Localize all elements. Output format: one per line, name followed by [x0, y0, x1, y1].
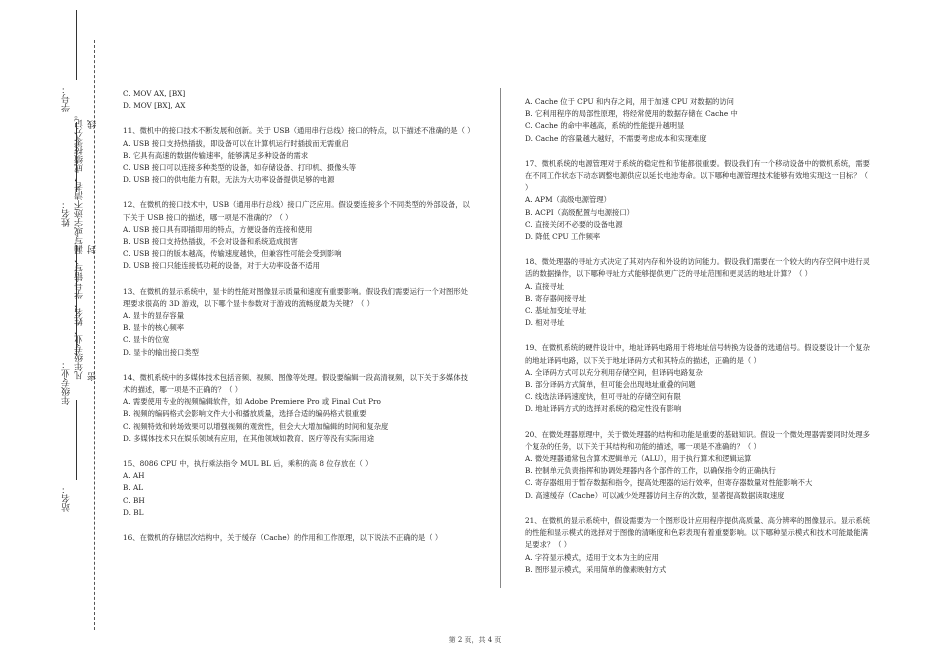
option-A: A. 需要使用专业的视频编辑软件，如 Adobe Premiere Pro 或 Final Cut Pro — [123, 397, 381, 407]
school-line — [76, 400, 77, 480]
option-C: C. 视频特效和转场效果可以增强视频的观赏性，但会大大增加编辑的时间和复杂度 — [123, 421, 389, 431]
option-B: B. ACPI（高级配置与电源接口） — [525, 207, 634, 217]
question-q11 — [123, 125, 473, 186]
option-list — [123, 224, 473, 273]
option-C: C. Cache 的命中率越高，系统的性能提升越明显 — [525, 121, 685, 131]
school-label: 站名： — [62, 485, 72, 512]
option-D: D. 相对寻址 — [525, 318, 565, 328]
option-list — [525, 552, 870, 576]
option-B: B. 视频的编码格式会影响文件大小和播放质量，选择合适的编码格式很重要 — [123, 409, 367, 419]
option-list — [123, 88, 473, 112]
question-q16 — [123, 532, 473, 544]
option-A: A. USB 接口具有即插即用的特点，方便设备的连接和使用 — [123, 224, 313, 234]
option-list — [123, 396, 473, 445]
option-A: A. APM（高级电源管理） — [525, 195, 611, 205]
option-D: D. Cache 的容量越大越好，不需要考虑成本和实现难度 — [525, 133, 707, 143]
grade-major-label: 年级专业： — [62, 360, 72, 405]
question-stem: 15、8086 CPU 中，执行乘法指令 MUL BL 后，乘积的高 8 位存放在（ ） — [123, 459, 373, 469]
question-q14 — [123, 372, 473, 445]
option-list — [525, 281, 870, 330]
question-q19 — [525, 342, 870, 415]
left-column — [123, 88, 473, 557]
option-D: D. 高速缓存（Cache）可以减少处理器访问主存的次数，显著提高数据读取速度 — [525, 490, 785, 500]
question-stem: 11、微机中的接口技术不断发展和创新。关于 USB（通用串行总线）接口的特点，以下描述不准确的是（ ） — [123, 126, 475, 136]
right-column — [525, 96, 870, 589]
option-A: A. AH — [123, 471, 145, 481]
question-q12 — [123, 199, 473, 272]
page-footer: 第 2 页，共 4 页 — [448, 636, 502, 644]
option-B: B. USB 接口支持热插拔，不会对设备和系统造成损害 — [123, 237, 298, 247]
option-C: C. 直接关闭不必要的设备电源 — [525, 219, 623, 229]
question-q15 — [123, 458, 473, 519]
question-q17 — [525, 158, 870, 243]
option-C: C. BH — [123, 495, 145, 505]
option-D: D. 多媒体技术只在娱乐领域有应用，在其他领域如教育、医疗等没有实际用途 — [123, 433, 375, 443]
option-C: C. 寄存器组用于暂存数据和指令，提高处理器的运行效率，但寄存器数量对性能影响不大 — [525, 478, 813, 488]
option-C: C. 显卡的位宽 — [123, 335, 170, 345]
question-q18 — [525, 256, 870, 329]
student-id-label: 学号： — [62, 85, 72, 112]
student-id-line — [76, 10, 77, 80]
question-stem: 16、在微机的存储层次结构中，关于缓存（Cache）的作用和工作原理，以下说法不正确的是（ ） — [123, 533, 443, 543]
option-C: C. USB 接口可以连接多种类型的设备，如存储设备、打印机、摄像头等 — [123, 163, 357, 173]
option-A: A. 全译码方式可以充分利用存储空间，但译码电路复杂 — [525, 367, 703, 377]
option-A: A. 显卡的显存容量 — [123, 311, 184, 321]
option-C: C. 线选法译码速度快，但可寻址的存储空间有限 — [525, 392, 681, 402]
binding-warning: 凡年级专业、姓名、学号错写、漏写或字迹不清者，成绩按零分记。 — [75, 110, 85, 380]
question-stem: 17、微机系统的电源管理对于系统的稳定性和节能都很重要。假设我们有一个移动设备中的微机系统，需要在不同工作状态下动态调整电源供应以延长电池寿命。以下哪种电源管理技术能够有效地实现这一目标？（ ） — [525, 158, 870, 193]
option-C: C. USB 接口的版本越高，传输速度越快，但兼容性可能会受到影响 — [123, 249, 342, 259]
option-list — [525, 194, 870, 243]
option-B: B. 它利用程序的局部性原理，将经常使用的数据存储在 Cache 中 — [525, 109, 738, 119]
option-B: B. 控制单元负责指挥和协调处理器内各个部件的工作，以确保指令的正确执行 — [525, 466, 776, 476]
question-q21 — [525, 515, 870, 576]
question-q16_tail — [525, 96, 870, 145]
seal-mark: 密 — [88, 372, 98, 381]
option-D: D. BL — [123, 507, 144, 517]
question-stem: 20、在微处理器原理中，关于微处理器的结构和功能是重要的基础知识。假设一个微处理器需要同时处理多个复杂的任务，以下关于其结构和功能的描述，哪一项是不准确的？（ ） — [525, 429, 870, 451]
question-stem: 18、微处理器的寻址方式决定了其对内存和外设的访问能力。假设我们需要在一个较大的内存空间中进行灵活的数据操作，以下哪种寻址方式能够提供更广泛的寻址范围和更灵活的地址计算？（ ） — [525, 257, 870, 279]
question-stem: 12、在微机的接口技术中，USB（通用串行总线）接口广泛应用。假设要连接多个不同类型的外部设备，以下关于 USB 接口的描述，哪一项是不准确的？（ ） — [123, 200, 470, 222]
option-B: B. 它具有高速的数据传输速率，能够满足多种设备的需求 — [123, 150, 309, 160]
binding-margin — [0, 0, 110, 672]
option-D: D. 降低 CPU 工作频率 — [525, 232, 601, 242]
option-list — [123, 310, 473, 359]
option-list — [123, 470, 473, 519]
question-stem: 19、在微机系统的硬件设计中，地址译码电路用于将地址信号转换为设备的选通信号。假设要设计一个复杂的地址译码电路，以下关于地址译码方式和其特点的描述，正确的是（ ） — [525, 343, 870, 365]
question-q10_tail — [123, 88, 473, 112]
option-list — [525, 367, 870, 416]
option-B: B. 图形显示模式，采用简单的像素映射方式 — [525, 564, 667, 574]
column-divider — [500, 88, 501, 588]
option-B: B. AL — [123, 483, 144, 493]
option-B: D. MOV [BX], AX — [123, 101, 186, 111]
option-list — [123, 138, 473, 187]
option-B: B. 部分译码方式简单，但可能会出现地址重叠的问题 — [525, 380, 696, 390]
option-list — [525, 96, 870, 145]
question-stem: 13、在微机的显示系统中，显卡的性能对图像显示质量和速度有重要影响。假设我们需要运行一个对图形处理要求很高的 3D 游戏，以下哪个显卡参数对于游戏的流畅度最为关键？（ ） — [123, 286, 468, 308]
option-A: A. 微处理器通常包含算术逻辑单元（ALU），用于执行算术和逻辑运算 — [525, 454, 752, 464]
option-D: D. USB 接口的供电能力有限，无法为大功率设备提供足够的电源 — [123, 175, 335, 185]
option-A: A. 字符显示模式，适用于文本为主的应用 — [525, 552, 659, 562]
option-C: C. 基址加变址寻址 — [525, 306, 587, 316]
name-label: 姓名： — [62, 200, 72, 227]
option-D: D. USB 接口只能连接低功耗的设备，对于大功率设备不适用 — [123, 261, 320, 271]
line-mark: 线 — [88, 120, 98, 129]
fold-mark: 封 — [88, 245, 98, 254]
question-stem: 21、在微机的显示系统中，假设需要为一个图形设计应用程序提供高质量、高分辨率的图像显示。显示系统的性能和显示模式的选择对于图像的清晰度和色彩表现有着重要影响。以下哪种显示模式和技术可能最能满足要求？（ ） — [525, 515, 870, 550]
option-A: C. MOV AX, [BX] — [123, 89, 186, 98]
option-D: D. 显卡的输出接口类型 — [123, 347, 199, 357]
option-A: A. USB 接口支持热插拔，即设备可以在计算机运行时插拔而无需重启 — [123, 138, 349, 148]
option-A: A. Cache 位于 CPU 和内存之间，用于加速 CPU 对数据的访问 — [525, 97, 734, 106]
option-B: B. 寄存器间接寻址 — [525, 293, 587, 303]
option-B: B. 显卡的核心频率 — [123, 323, 185, 333]
option-D: D. 地址译码方式的选择对系统的稳定性没有影响 — [525, 404, 682, 414]
question-stem: 14、微机系统中的多媒体技术包括音频、视频、图像等处理。假设要编辑一段高清视频，以下关于多媒体技术的描述，哪一项是不正确的？（ ） — [123, 372, 468, 395]
option-list — [525, 453, 870, 502]
option-A: A. 直接寻址 — [525, 281, 565, 291]
question-q20 — [525, 429, 870, 502]
question-q13 — [123, 286, 473, 359]
